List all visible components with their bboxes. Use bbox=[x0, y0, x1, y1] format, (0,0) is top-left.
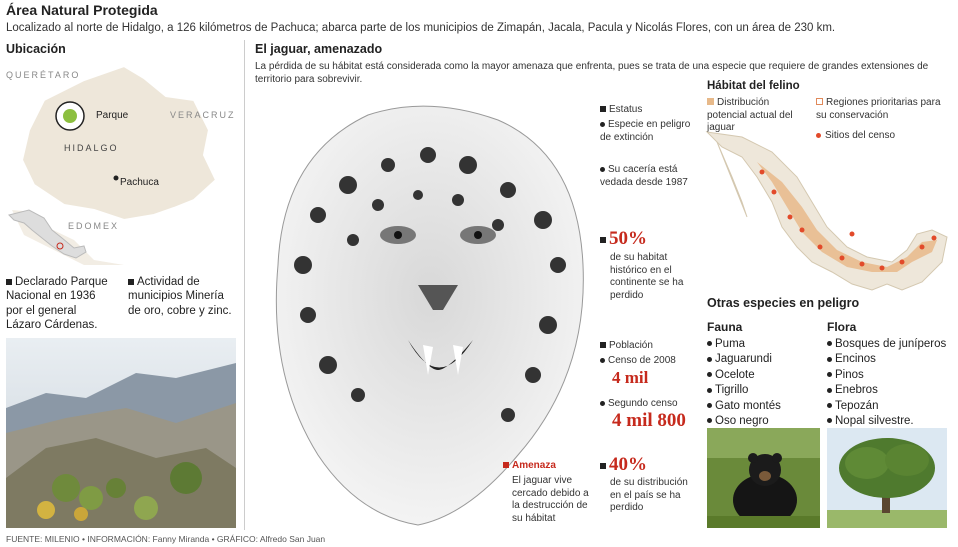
jaguar-intro: La pérdida de su hábitat está considerada como la mayor amenaza que enfrenta, pues se trata de una especie que requiere de grandes extensiones de territorio para sobrevivir. bbox=[255, 61, 929, 85]
list-item: Pinos bbox=[827, 368, 946, 382]
jaguar-heading: El jaguar, amenazado bbox=[255, 42, 383, 56]
estatus-item-1: Especie en peligro de extinción bbox=[600, 119, 691, 143]
label-queretaro: QUERÉTARO bbox=[6, 70, 81, 80]
ubicacion-heading: Ubicación bbox=[6, 42, 66, 56]
bullet-icon bbox=[128, 279, 134, 285]
habitat-heading: Hábitat del felino bbox=[707, 80, 800, 92]
estatus-label: Estatus bbox=[600, 104, 642, 117]
hidalgo-shape bbox=[22, 66, 216, 220]
estatus-item-2: Su cacería está vedada desde 1987 bbox=[600, 164, 688, 188]
label-edomex: EDOMEX bbox=[68, 221, 120, 231]
list-item: Nopal silvestre. bbox=[827, 414, 946, 428]
mountain-photo bbox=[6, 338, 236, 528]
mexico-inset bbox=[9, 210, 86, 258]
divider bbox=[244, 40, 245, 530]
list-item: Tepozán bbox=[827, 399, 946, 413]
list-item: Encinos bbox=[827, 352, 946, 366]
poblacion-label: Población bbox=[600, 340, 653, 353]
legend-regiones: Regiones prioritarias para su conservación bbox=[816, 97, 941, 121]
fauna-heading: Fauna bbox=[707, 320, 743, 334]
list-item: Jaguarundi bbox=[707, 352, 781, 366]
page-title: Área Natural Protegida bbox=[6, 2, 158, 18]
habitat-map bbox=[702, 122, 952, 297]
stat-40-text: de su distribución en el país se ha perdido bbox=[610, 477, 688, 513]
amenaza-text: El jaguar vive cercado debido a la destrucción de su hábitat bbox=[512, 475, 589, 524]
stat-40: 40% bbox=[600, 454, 647, 476]
legend-distribucion: Distribución potencial actual del jaguar bbox=[707, 97, 793, 133]
list-item: Puma bbox=[707, 337, 781, 351]
flora-list bbox=[827, 337, 946, 429]
censo2-value: 4 mil 800 bbox=[612, 410, 686, 431]
list-item: Ocelote bbox=[707, 368, 781, 382]
label-parque: Parque bbox=[96, 110, 129, 121]
stat-50-text: de su habitat histórico en el continente se ha perdido bbox=[610, 252, 684, 301]
censo2-label: Segundo censo bbox=[600, 398, 678, 411]
note-mineria: Actividad de municipios Minería de oro, cobre y zinc. bbox=[128, 276, 232, 317]
tree-photo bbox=[827, 428, 947, 528]
amenaza-label: Amenaza bbox=[503, 460, 556, 473]
list-item: Tigrillo bbox=[707, 383, 781, 397]
otras-heading: Otras especies en peligro bbox=[707, 296, 860, 310]
location-map bbox=[4, 60, 238, 272]
label-pachuca: Pachuca bbox=[120, 177, 159, 188]
page-subtitle: Localizado al norte de Hidalgo, a 126 kilómetros de Pachuca; abarca parte de los municipios de Zimapán, Jacala, Pacula y Nicolás Flores, con un área de 230 km. bbox=[6, 22, 836, 34]
label-hidalgo: HIDALGO bbox=[64, 143, 119, 153]
list-item: Enebros bbox=[827, 383, 946, 397]
flora-heading: Flora bbox=[827, 320, 857, 334]
list-item: Gato montés bbox=[707, 399, 781, 413]
censo1-label: Censo de 2008 bbox=[600, 355, 676, 368]
list-item: Bosques de juníperos bbox=[827, 337, 946, 351]
censo1-value: 4 mil bbox=[612, 368, 649, 387]
footer-credits: FUENTE: MILENIO • INFORMACIÓN: Fanny Miranda • GRÁFICO: Alfredo San Juan bbox=[6, 534, 326, 544]
label-veracruz: VERACRUZ bbox=[170, 110, 236, 120]
bear-photo bbox=[707, 428, 820, 528]
note-parque: Declarado Parque Nacional en 1936 por el general Lázaro Cárdenas. bbox=[6, 276, 108, 332]
list-item: Oso negro bbox=[707, 414, 781, 428]
bullet-icon bbox=[6, 279, 12, 285]
park-marker bbox=[63, 109, 77, 123]
legend-sitios: Sitios del censo bbox=[816, 130, 895, 143]
stat-50: 50% bbox=[600, 228, 647, 250]
pachuca-marker bbox=[114, 176, 119, 181]
fauna-list bbox=[707, 337, 781, 429]
